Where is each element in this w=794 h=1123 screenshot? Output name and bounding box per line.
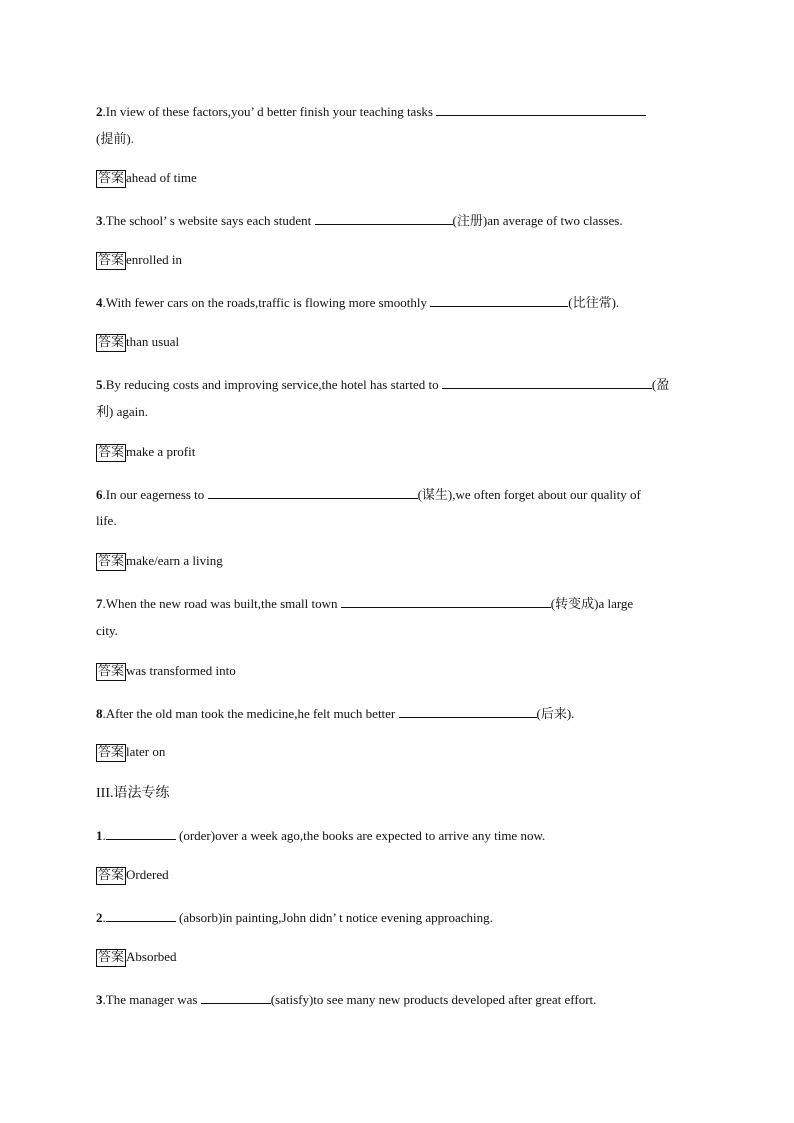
question-text-after: (转变成)a large bbox=[550, 596, 634, 611]
answer-blank[interactable] bbox=[106, 827, 176, 840]
answer-blank[interactable] bbox=[106, 909, 176, 922]
answer-text: was transformed into bbox=[126, 663, 236, 678]
question-text: .When the new road was built,the small town bbox=[102, 596, 341, 611]
question-text-after: (absorb)in painting,John didn’ t notice evening approaching. bbox=[175, 910, 493, 925]
question-text: .In our eagerness to bbox=[102, 487, 208, 502]
question-text-after: (盈 bbox=[651, 377, 670, 392]
answer-label: 答案 bbox=[98, 171, 125, 186]
answer-label: 答案 bbox=[98, 445, 125, 460]
answer-row bbox=[96, 948, 177, 967]
question-text: .With fewer cars on the roads,traffic is flowing more smoothly bbox=[102, 295, 431, 310]
question-number: 2 bbox=[96, 910, 103, 925]
answer-blank[interactable] bbox=[315, 212, 453, 225]
question-text: .In view of these factors,you’ d better finish your teaching tasks bbox=[102, 104, 437, 119]
answer-row bbox=[96, 866, 169, 885]
question-8-line bbox=[96, 705, 574, 722]
question-6-line2: life. bbox=[96, 513, 117, 528]
question-number: 7 bbox=[96, 596, 103, 611]
answer-blank[interactable] bbox=[341, 595, 551, 608]
answer-row bbox=[96, 251, 182, 270]
question-text: .The school’ s website says each student bbox=[102, 213, 315, 228]
question-number: 2 bbox=[96, 104, 103, 119]
question-number: 6 bbox=[96, 487, 103, 502]
question-number: 3 bbox=[96, 992, 103, 1007]
answer-row bbox=[96, 443, 195, 462]
question-text-after: (satisfy)to see many new products developed after great effort. bbox=[270, 992, 597, 1007]
answer-text: later on bbox=[126, 744, 166, 759]
question-7-line2: city. bbox=[96, 623, 118, 638]
answer-text: ahead of time bbox=[126, 170, 197, 185]
question-2-line bbox=[96, 103, 646, 120]
answer-blank[interactable] bbox=[442, 376, 652, 389]
question-6-line bbox=[96, 486, 641, 503]
question-text: .The manager was bbox=[102, 992, 201, 1007]
answer-label: 答案 bbox=[98, 950, 125, 965]
answer-row bbox=[96, 169, 197, 188]
answer-label: 答案 bbox=[98, 745, 125, 760]
question-number: 8 bbox=[96, 706, 103, 721]
question-number: 1 bbox=[96, 828, 103, 843]
answer-row bbox=[96, 552, 223, 571]
answer-blank[interactable] bbox=[208, 486, 418, 499]
question-text-after: (order)over a week ago,the books are expected to arrive any time now. bbox=[175, 828, 546, 843]
question-text: . bbox=[102, 910, 106, 925]
question-text-after: (比往常). bbox=[568, 295, 620, 310]
answer-blank[interactable] bbox=[399, 705, 537, 718]
answer-text: enrolled in bbox=[126, 252, 182, 267]
question-4-line bbox=[96, 294, 619, 311]
question-2-line2: (提前). bbox=[96, 131, 134, 146]
question-text: .After the old man took the medicine,he felt much better bbox=[102, 706, 399, 721]
question-5-line bbox=[96, 376, 669, 393]
answer-text: Ordered bbox=[126, 867, 169, 882]
question-number: 5 bbox=[96, 377, 103, 392]
question-text-after: (谋生),we often forget about our quality of bbox=[417, 487, 641, 502]
answer-row bbox=[96, 743, 165, 762]
answer-label: 答案 bbox=[98, 664, 125, 679]
answer-label: 答案 bbox=[98, 335, 125, 350]
answer-blank[interactable] bbox=[430, 294, 568, 307]
section-heading: III.语法专练 bbox=[96, 786, 170, 801]
grammar-2-line bbox=[96, 909, 493, 926]
answer-label: 答案 bbox=[98, 554, 125, 569]
grammar-3-line bbox=[96, 991, 596, 1008]
question-3-line bbox=[96, 212, 623, 229]
question-text: . bbox=[102, 828, 106, 843]
answer-blank[interactable] bbox=[436, 103, 646, 116]
answer-text: make/earn a living bbox=[126, 553, 223, 568]
answer-label: 答案 bbox=[98, 253, 125, 268]
question-text-after: (后来). bbox=[536, 706, 575, 721]
question-5-line2: 利) again. bbox=[96, 404, 148, 419]
grammar-1-line bbox=[96, 827, 545, 844]
question-text-after: (注册)an average of two classes. bbox=[452, 213, 623, 228]
answer-text: than usual bbox=[126, 334, 180, 349]
answer-label: 答案 bbox=[98, 868, 125, 883]
answer-blank[interactable] bbox=[201, 991, 271, 1004]
question-number: 3 bbox=[96, 213, 103, 228]
answer-row bbox=[96, 662, 236, 681]
question-7-line bbox=[96, 595, 633, 612]
answer-row bbox=[96, 333, 179, 352]
answer-text: Absorbed bbox=[126, 949, 177, 964]
answer-text: make a profit bbox=[126, 444, 196, 459]
question-number: 4 bbox=[96, 295, 103, 310]
question-text: .By reducing costs and improving service,the hotel has started to bbox=[102, 377, 442, 392]
